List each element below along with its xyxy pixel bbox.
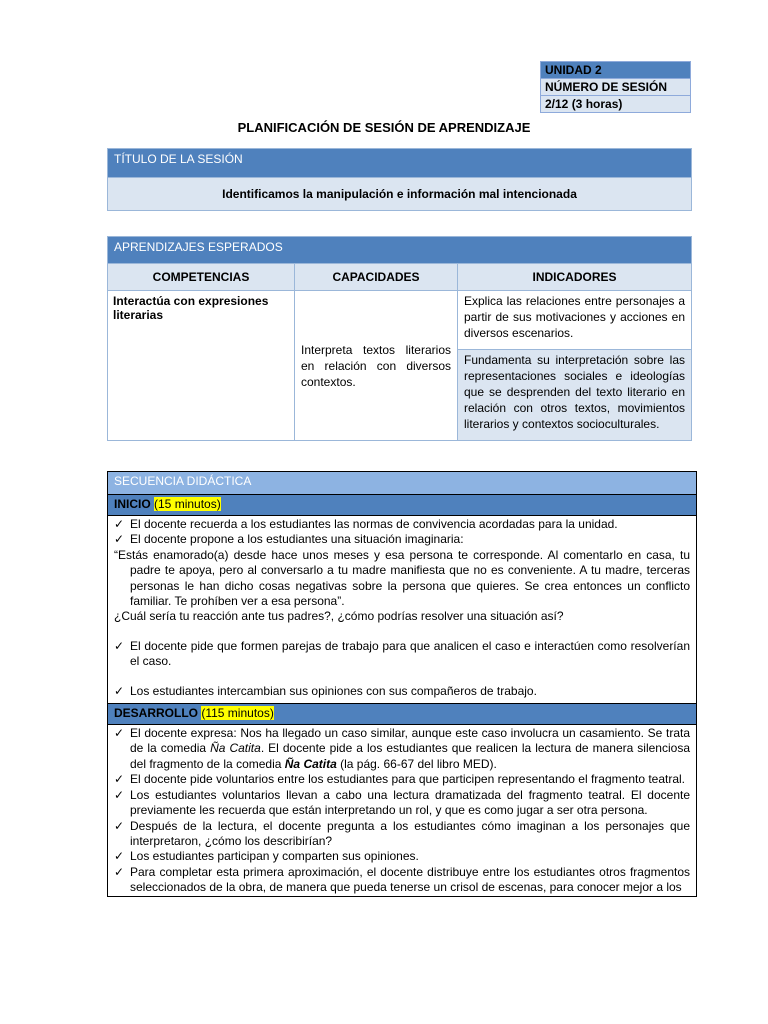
- list-item: ✓ Los estudiantes intercambian sus opiniones con sus compañeros de trabajo.: [114, 684, 690, 699]
- sequence-header: SECUENCIA DIDÁCTICA: [108, 472, 696, 494]
- desarrollo-header: [108, 703, 696, 725]
- capacity-cell: Interpreta textos literarios en relación con diversos contextos.: [295, 291, 458, 441]
- inicio-label: INICIO: [114, 497, 151, 511]
- item-text: . El docente pide a los estudiantes que realicen la lectura de manera silenciosa del fragmento de la comedia: [130, 741, 690, 771]
- unit-label: UNIDAD 2: [541, 62, 691, 79]
- list-item: ✓ Los estudiantes voluntarios llevan a cabo una lectura dramatizada del fragmento teatral. El docente previamente les recuerda que están interpretando un rol, y que es como jugar a ser otra persona.: [114, 788, 690, 819]
- column-competencias: COMPETENCIAS: [108, 264, 295, 291]
- desarrollo-body: [108, 725, 696, 895]
- list-item: ✓ El docente propone a los estudiantes una situación imaginaria:: [114, 532, 690, 547]
- session-title-table: [107, 148, 692, 211]
- column-capacidades: CAPACIDADES: [295, 264, 458, 291]
- indicator-cell-1: Explica las relaciones entre personajes a partir de sus motivaciones y acciones en diversos escenarios.: [458, 291, 692, 350]
- list-item: ✓ El docente pide voluntarios entre los estudiantes para que participen representando el fragmento teatral.: [114, 772, 690, 787]
- situation-question: ¿Cuál sería tu reacción ante tus padres?, ¿cómo podrías resolver una situación así?: [114, 609, 564, 624]
- item-text: El docente expresa: Nos ha llegado un caso similar, aunque este caso involucra un casamiento. Se trata de la comedia: [130, 726, 690, 756]
- list-item: ✓ Después de la lectura, el docente pregunta a los estudiantes cómo imaginan a los personajes que interpretaron, ¿cómo los describirían?: [114, 819, 690, 850]
- list-item: ✓ El docente pide que formen parejas de trabajo para que analicen el caso e interactúen como resolverían el caso.: [114, 639, 690, 670]
- unit-info-box: [540, 61, 691, 113]
- didactic-sequence: [107, 471, 697, 897]
- list-item: [114, 726, 690, 772]
- list-item: ✓ Los estudiantes participan y comparten sus opiniones.: [114, 849, 690, 864]
- competence-cell: Interactúa con expresiones literarias: [108, 291, 295, 441]
- session-title-header: TÍTULO DE LA SESIÓN: [108, 149, 692, 178]
- document-title: PLANIFICACIÓN DE SESIÓN DE APRENDIZAJE: [237, 120, 531, 135]
- work-title-bold: Ña Catita: [284, 756, 337, 771]
- inicio-body: [108, 516, 696, 703]
- session-title-value: Identificamos la manipulación e información mal intencionada: [108, 178, 692, 211]
- learning-header: APRENDIZAJES ESPERADOS: [108, 237, 692, 264]
- situation-quote: “Estás enamorado(a) desde hace unos meses y esa persona te corresponde. Al comentarlo en casa, tu padre te apoya, pero al conversarlo a tu madre manifiesta que no es conveniente. A tu madre, terceras personas le han dicho cosas negativas sobre la persona que quieres. Se crea entonces un conflicto familiar. Te prohíben ver a esa persona”.: [114, 547, 690, 609]
- indicator-cell-2: Fundamenta su interpretación sobre las representaciones sociales e ideologías que se desprenden del texto literario en relación con otros textos, movimientos literarios y contextos socioculturales.: [458, 350, 692, 441]
- column-indicadores: INDICADORES: [458, 264, 692, 291]
- session-number-label: NÚMERO DE SESIÓN: [541, 79, 691, 96]
- inicio-duration: (15 minutos): [154, 497, 221, 511]
- list-item: ✓ Para completar esta primera aproximación, el docente distribuye entre los estudiantes otros fragmentos seleccionados de la obra, de manera que pueda tenerse un crisol de escenas, para conocer mejor a los: [114, 865, 690, 896]
- inicio-header: [108, 494, 696, 516]
- desarrollo-duration: (115 minutos): [201, 706, 274, 721]
- learning-table: [107, 236, 692, 441]
- session-number-value: 2/12 (3 horas): [541, 96, 691, 113]
- desarrollo-label: DESARROLLO: [114, 706, 198, 721]
- list-item: ✓ El docente recuerda a los estudiantes las normas de convivencia acordadas para la unidad.: [114, 517, 690, 532]
- item-text: (la pág. 66-67 del libro MED).: [336, 756, 497, 771]
- work-title: Ña Catita: [210, 741, 261, 756]
